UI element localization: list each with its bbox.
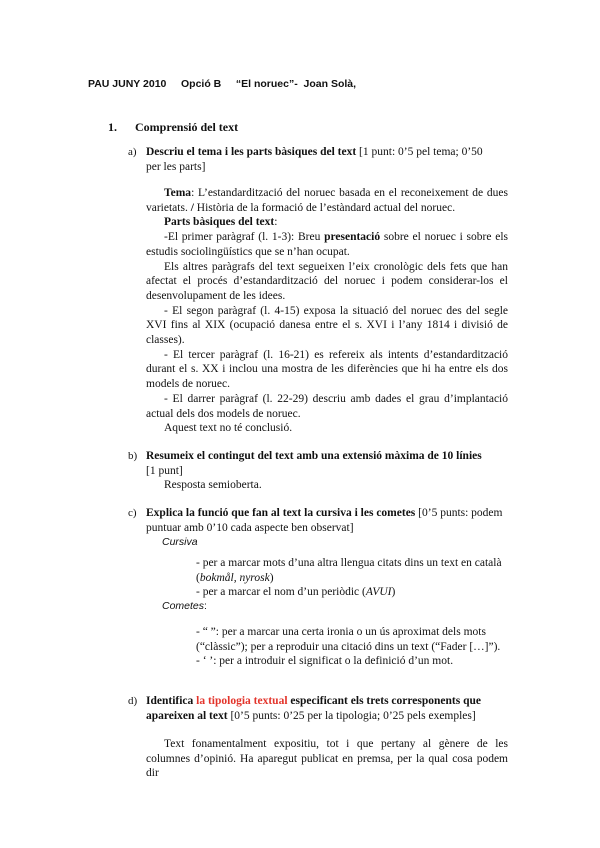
highlight-tipologia: la tipologia textual	[196, 695, 288, 707]
cometes-list	[196, 625, 508, 669]
text-title: “El noruec”-	[235, 78, 298, 90]
question-title: Explica la funció que fan al text la cursiva i les cometes	[146, 507, 416, 519]
section-heading	[108, 120, 238, 135]
parts-heading: Parts bàsiques del text:	[164, 216, 278, 229]
question-text	[146, 449, 516, 479]
cometes-item-1: - “ ”: per a marcar una certa ironia o un ús aproximat dels mots (“clàssic”); per a reproduir una citació dins un text (“Fader […]”).	[196, 626, 501, 653]
question-text	[146, 145, 516, 175]
answer-b: Resposta semioberta.	[164, 479, 262, 491]
cometes-item-2: - ‘ ’: per a introduir el significat o la definició d’un mot.	[196, 655, 454, 668]
question-points: [1 punt: 0’5 pel tema; 0’50	[356, 146, 483, 158]
exam-label: PAU JUNY 2010	[88, 78, 167, 90]
answer-a	[146, 186, 508, 436]
question-title: Resumeix el contingut del text amb una extensió màxima de 10 línies	[146, 450, 482, 462]
question-points: [0’5 punts: podem puntuar amb 0’10 cada aspecte ben observat]	[146, 507, 503, 534]
question-points: [1 punt]	[146, 465, 183, 477]
paragraph-2: - El segon paràgraf (l. 4-15) exposa la situació del noruec des del segle XVI fins al XIX (ocupació danesa entre el s. XVI i l’any 1814 i divisió de classes).	[146, 304, 508, 347]
question-title: Descriu el tema i les parts bàsiques del text	[146, 146, 357, 158]
author-name: Joan Solà,	[303, 78, 357, 90]
option-label: Opció B	[181, 78, 222, 90]
paragraph-3: - El tercer paràgraf (l. 16-21) es refereix als intents d’estandardització durant el s. XX i inclou una mostra de les diferències que hi ha entre els dos models de noruec.	[146, 348, 508, 391]
section-title: Comprensió del text	[135, 120, 239, 134]
question-label: c)	[128, 507, 137, 519]
section-number: 1.	[108, 120, 117, 134]
cometes-label: Cometes:	[162, 600, 207, 612]
tema-separator: /	[190, 201, 194, 214]
question-label: b)	[128, 450, 138, 462]
cursiva-item-2: - per a marcar el nom d’un periòdic (AVUI)	[196, 586, 396, 599]
page-header	[88, 78, 356, 90]
paragraph-1: -El primer paràgraf (l. 1-3): Breu presentació sobre el noruec i sobre els estudis sociolingüístics que se n’han ocupat.	[146, 231, 508, 258]
question-text	[146, 506, 516, 536]
conclusion: Aquest text no té conclusió.	[164, 422, 293, 435]
question-points-cont: per les parts]	[146, 161, 206, 173]
cursiva-item-1: - per a marcar mots d’una altra llengua citats dins un text en català (bokmål, nyrosk)	[196, 557, 502, 584]
question-label: d)	[128, 695, 138, 707]
cursiva-list	[196, 556, 508, 600]
cursiva-label: Cursiva	[162, 536, 198, 548]
paragraph-1-cont: Els altres paràgrafs del text segueixen l’eix cronològic dels fets que han afectat el procés d’estandardització del noruec i podem considerar-los el desenvolupament de les idees.	[146, 260, 508, 302]
tema-label: Tema	[164, 187, 192, 199]
question-points: [0’5 punts: 0’25 per la tipologia; 0’25 pels exemples]	[227, 710, 476, 722]
paragraph-4: - El darrer paràgraf (l. 22-29) descriu amb dades el grau d’implantació actual dels dos models de noruec.	[146, 392, 508, 420]
answer-d: Text fonamentalment expositiu, tot i que pertany al gènere de les columnes d’opinió. Ha aparegut publicat en premsa, per la qual cosa podem dir	[146, 738, 508, 780]
question-text: Identifica la tipologia textual especificant els trets corresponents que apareixen al text [0’5 punts: 0’25 per la tipologia; 0’25 pels exemples]	[146, 695, 481, 722]
tema-paragraph: Tema: L’estandardització del noruec basada en el reconeixement de dues varietats. / Història de la formació de l’estàndard actual del noruec.	[146, 187, 508, 214]
question-label: a)	[128, 146, 137, 158]
